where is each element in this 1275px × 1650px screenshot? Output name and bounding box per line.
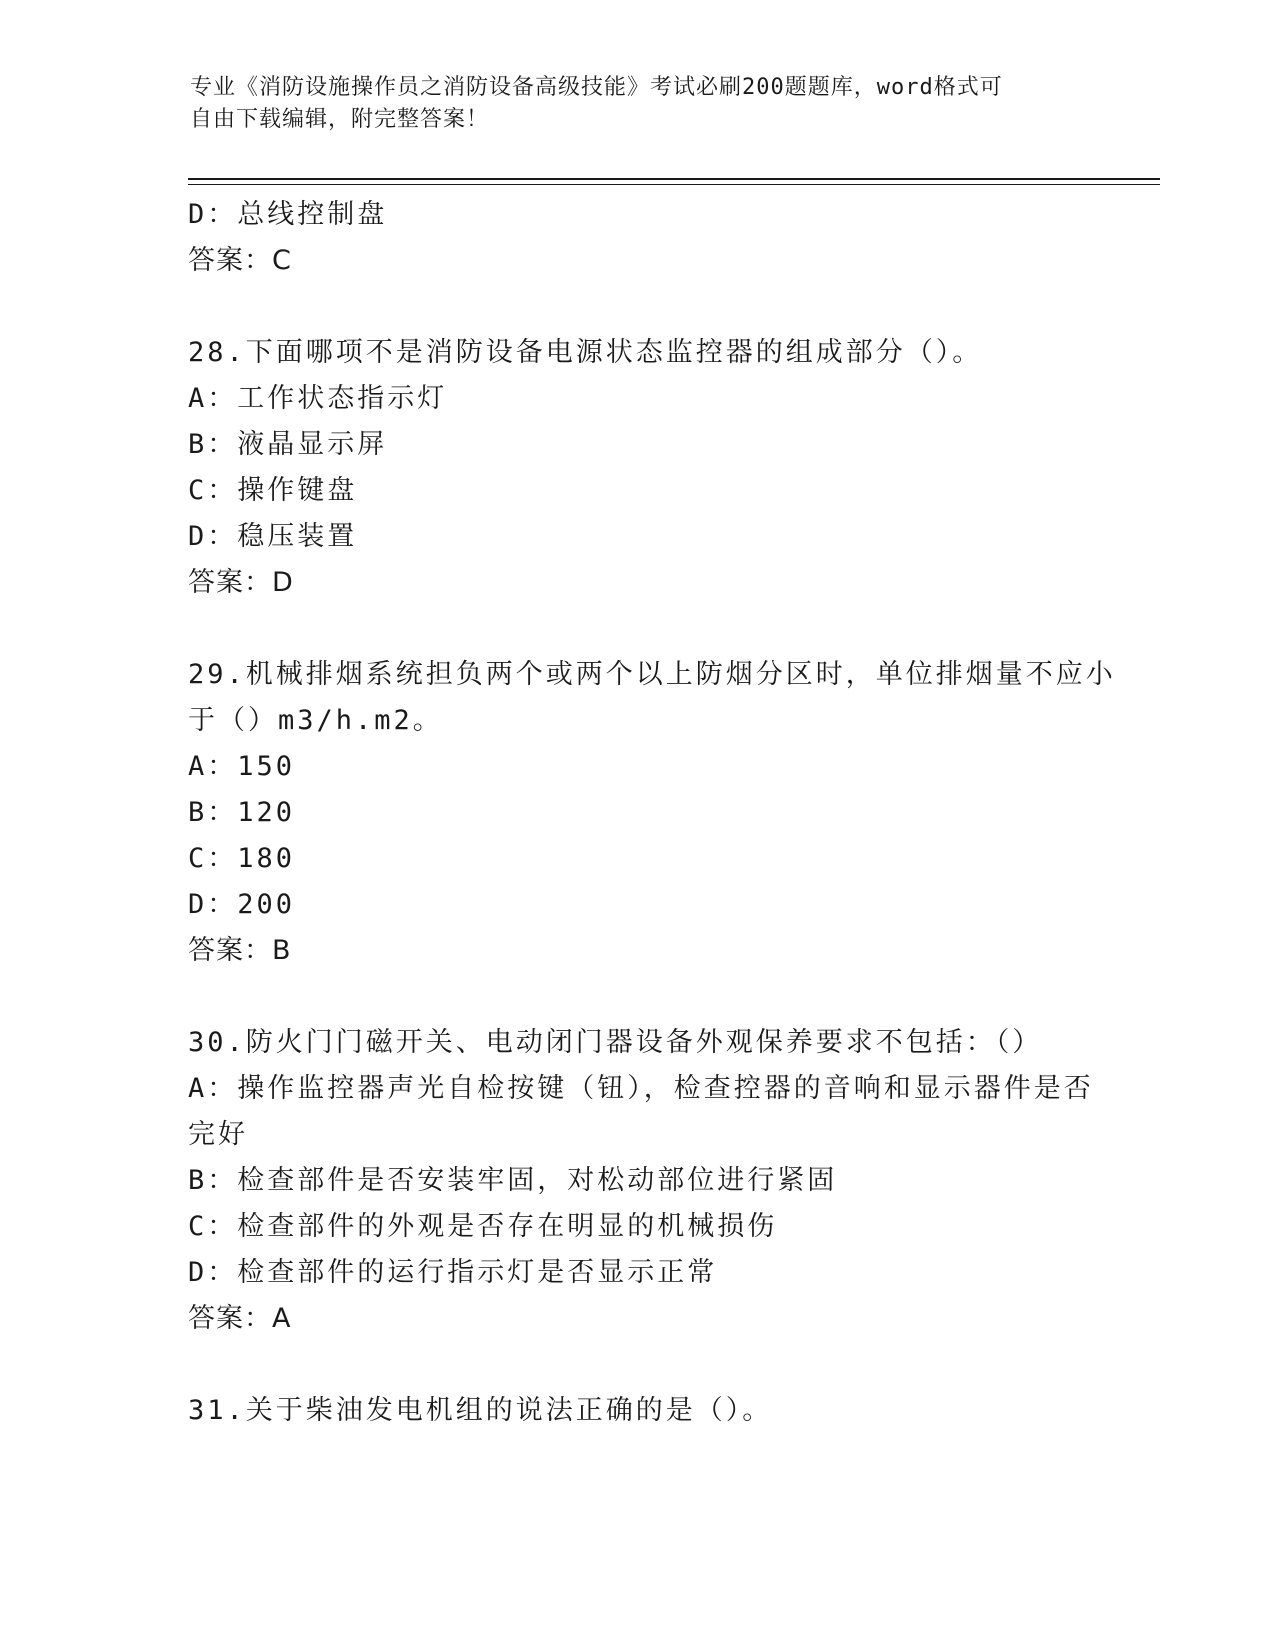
question-28	[188, 330, 1088, 606]
question-29	[188, 652, 1116, 974]
option-d: D：200	[188, 889, 296, 920]
option-c: C：检查部件的外观是否存在明显的机械损伤	[188, 1211, 778, 1242]
option-d: D：稳压装置	[188, 521, 358, 552]
question-30	[188, 1020, 1094, 1342]
option-b: B：检查部件是否安装牢固，对松动部位进行紧固	[188, 1165, 838, 1196]
option-c: C：操作键盘	[188, 475, 358, 506]
header-divider-thin	[188, 184, 1160, 185]
header-line-2: 自由下载编辑，附完整答案！	[190, 107, 490, 132]
header-line-1: 专业《消防设施操作员之消防设备高级技能》考试必刷200题题库，word格式可	[190, 75, 1003, 100]
answer-line: 答案：B	[188, 935, 292, 966]
option-c: C：180	[188, 843, 296, 874]
question-stem: 31.关于柴油发电机组的说法正确的是（）。	[188, 1395, 773, 1426]
question-list	[188, 192, 1116, 1434]
question-31	[188, 1388, 1088, 1434]
option-a-line-2: 完好	[188, 1119, 248, 1150]
answer-line: 答案：A	[188, 1303, 292, 1334]
answer-line: 答案：C	[188, 245, 292, 276]
answer-line: 答案：D	[188, 567, 294, 598]
page-header	[190, 72, 1090, 136]
option-d: D：检查部件的运行指示灯是否显示正常	[188, 1257, 718, 1288]
option-a: A：工作状态指示灯	[188, 383, 448, 414]
question-stem-line-1: 29.机械排烟系统担负两个或两个以上防烟分区时，单位排烟量不应小	[188, 659, 1116, 690]
question-stem: 28.下面哪项不是消防设备电源状态监控器的组成部分（）。	[188, 337, 983, 368]
question-stem: 30.防火门门磁开关、电动闭门器设备外观保养要求不包括：（）	[188, 1027, 1043, 1058]
previous-question-tail	[188, 192, 1088, 284]
option-d: D：总线控制盘	[188, 199, 388, 230]
option-b: B：液晶显示屏	[188, 429, 388, 460]
header-divider-thick	[188, 178, 1160, 180]
question-stem-line-2: 于（）m3/h.m2。	[188, 705, 443, 736]
option-b: B：120	[188, 797, 296, 828]
option-a-line-1: A：操作监控器声光自检按键（钮），检查控器的音响和显示器件是否	[188, 1073, 1094, 1104]
option-a: A：150	[188, 751, 296, 782]
